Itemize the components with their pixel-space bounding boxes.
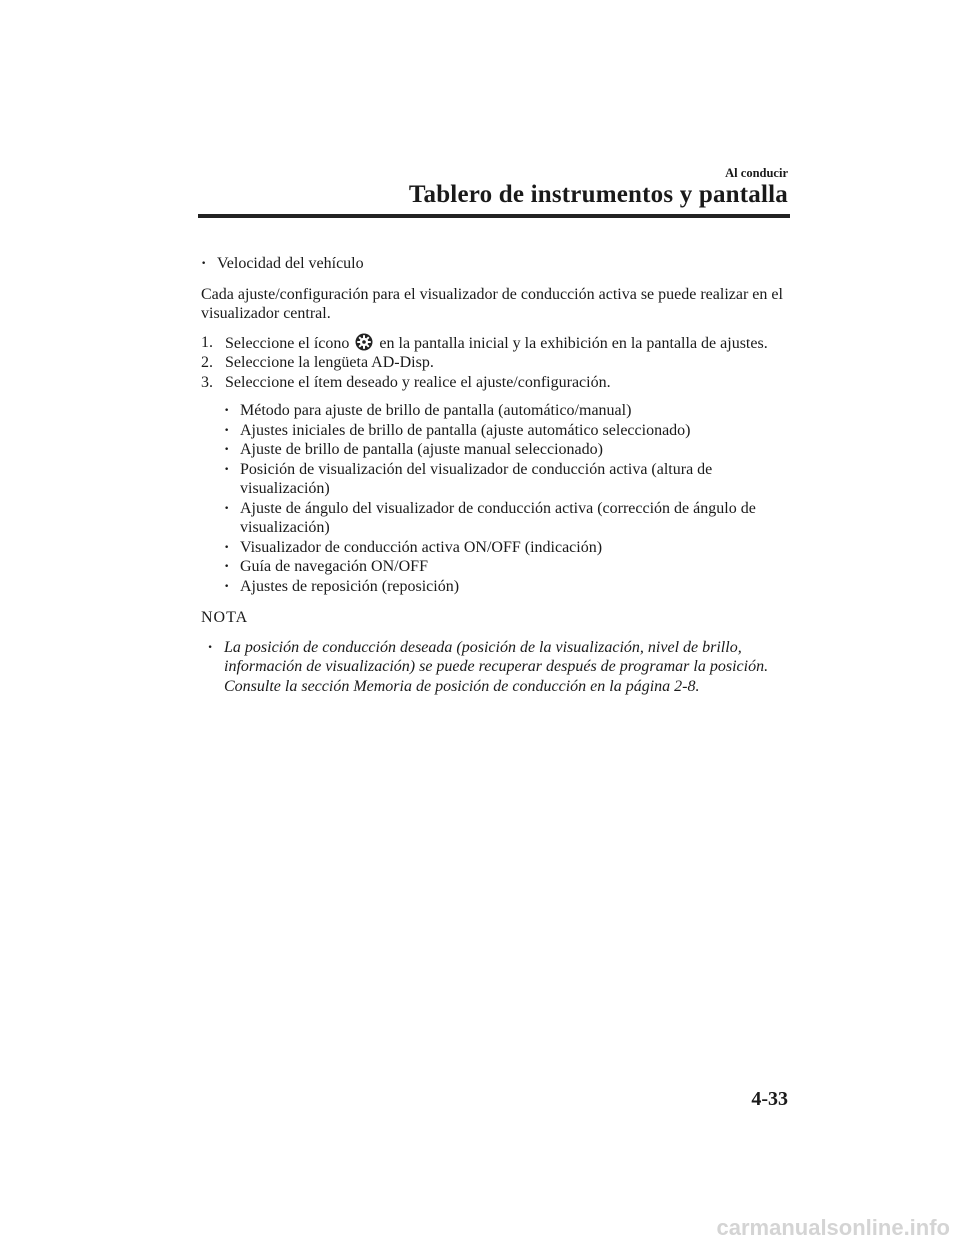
step-number: 2. xyxy=(201,354,213,371)
step-text: en la pantalla inicial y la exhibición en la pantalla de ajustes. xyxy=(379,334,768,352)
list-item: · Ajustes iniciales de brillo de pantalla (ajuste automático seleccionado) xyxy=(224,421,791,441)
watermark: carmanualsonline.info xyxy=(716,1215,950,1240)
page-number: 4-33 xyxy=(751,1088,788,1110)
sub-item-list xyxy=(224,401,791,596)
page-title: Tablero de instrumentos y pantalla xyxy=(408,181,788,208)
step-2 xyxy=(201,353,791,373)
list-item: · Posición de visualización del visualizador de conducción activa (altura de visualización) xyxy=(224,460,791,499)
list-item: · Guía de navegación ON/OFF xyxy=(224,557,791,577)
note-item: · La posición de conducción deseada (posición de la visualización, nivel de brillo, información de visualización) se puede recuperar después de programar la posición. Consulte la sección Memoria de posición de conducción en la página 2-8. xyxy=(208,638,791,697)
step-text: Seleccione el ítem deseado y realice el ajuste/configuración. xyxy=(225,373,611,391)
gear-icon xyxy=(355,333,373,351)
page-content xyxy=(201,254,791,696)
list-item: · Ajuste de ángulo del visualizador de conducción activa (corrección de ángulo de visualización) xyxy=(224,499,791,538)
step-number: 1. xyxy=(201,333,213,351)
step-number: 3. xyxy=(201,373,213,391)
step-text: Seleccione la lengüeta AD-Disp. xyxy=(225,354,434,371)
step-text: Seleccione el ícono xyxy=(225,334,350,352)
note-heading: NOTA xyxy=(201,609,249,626)
step-list xyxy=(201,333,791,393)
step-3 xyxy=(201,373,791,393)
list-item: · Ajuste de brillo de pantalla (ajuste manual seleccionado) xyxy=(224,440,791,460)
list-item: · Visualizador de conducción activa ON/OFF (indicación) xyxy=(224,538,791,558)
list-item: · Velocidad del vehículo xyxy=(201,254,791,274)
intro-paragraph: Cada ajuste/configuración para el visualizador de conducción activa se puede realizar en el visualizador central. xyxy=(201,285,783,322)
list-item: · Método para ajuste de brillo de pantalla (automático/manual) xyxy=(224,401,791,421)
step-1 xyxy=(201,333,791,354)
list-item: · Ajustes de reposición (reposición) xyxy=(224,577,791,597)
header-rule xyxy=(198,214,790,218)
note-list xyxy=(208,638,791,697)
section-label: Al conducir xyxy=(725,166,788,180)
